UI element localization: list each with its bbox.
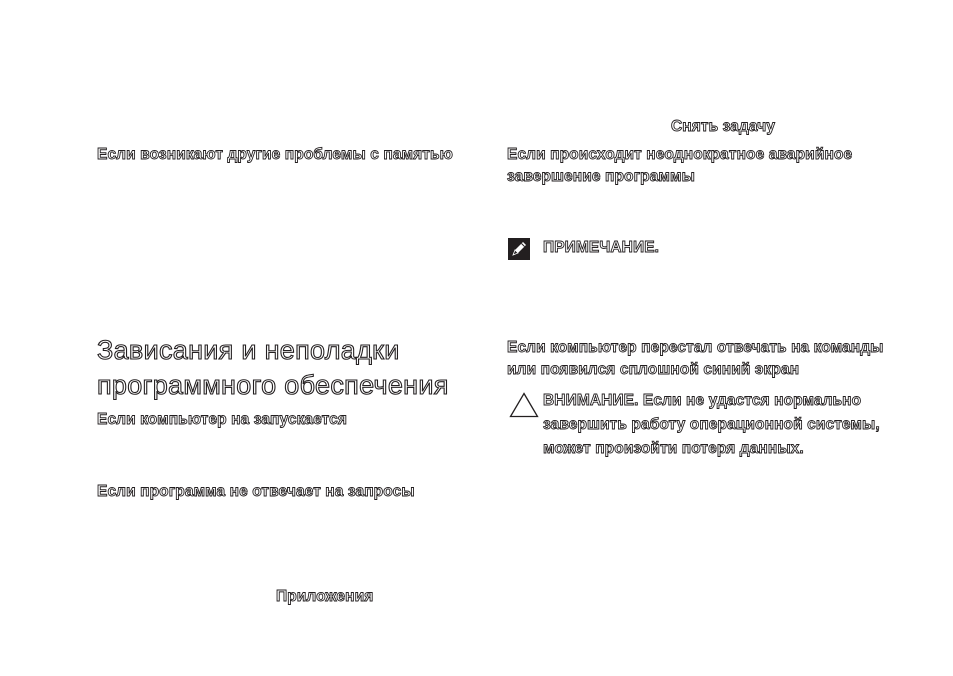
repeated-crash-heading-line-1: Если происходит неоднократное аварийное (507, 146, 853, 163)
computer-not-starting-heading: Если компьютер на запускается (97, 411, 348, 428)
caution-line-2: завершить работу операционной системы, (543, 416, 880, 433)
caution-line-3: может произойти потеря данных. (543, 440, 804, 457)
caution-triangle-icon (509, 392, 539, 418)
blue-screen-heading-line-1: Если компьютер перестал отвечать на команды (507, 339, 884, 356)
pencil-note-icon (508, 238, 530, 260)
applications-label: Приложения (276, 588, 374, 605)
section-title-line-1: Зависания и неполадки (97, 335, 400, 365)
end-task-label: Снять задачу (671, 118, 776, 135)
caution-line-1: ВНИМАНИЕ. Если не удастся нормально (543, 392, 862, 409)
repeated-crash-heading-line-2: завершение программы (507, 168, 695, 185)
program-not-responding-heading: Если программа не отвечает на запросы (97, 483, 415, 500)
blue-screen-heading-line-2: или появился сплошной синий экран (507, 361, 800, 378)
section-title-line-2: программного обеспечения (97, 370, 449, 400)
memory-problems-heading: Если возникают другие проблемы с памятью (97, 146, 453, 163)
note-label: ПРИМЕЧАНИЕ. (543, 239, 660, 256)
